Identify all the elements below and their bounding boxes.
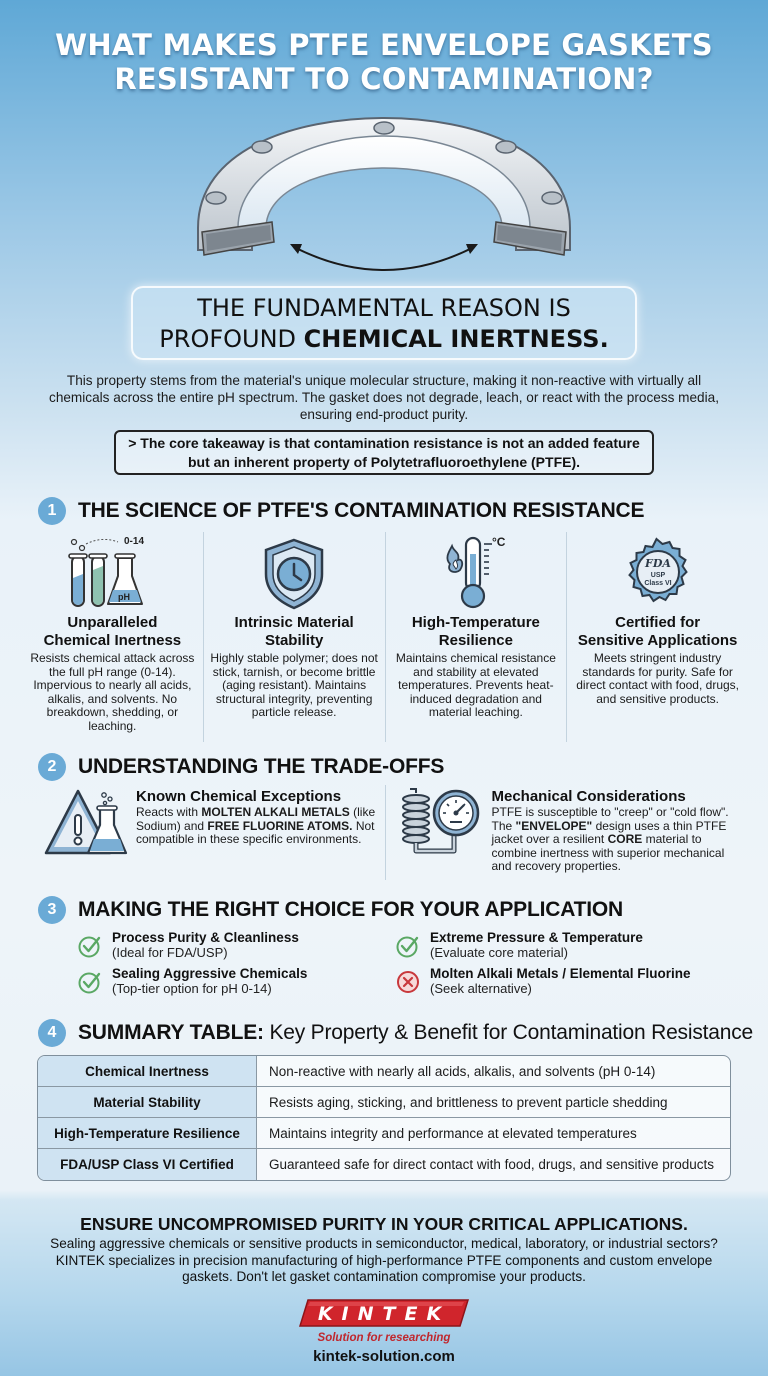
- choice-title: Molten Alkali Metals / Elemental Fluorine: [430, 966, 691, 981]
- svg-text:Class VI: Class VI: [644, 580, 672, 587]
- feature-title: Intrinsic Material Stability: [234, 614, 354, 649]
- choice-note: (Ideal for FDA/USP): [112, 945, 228, 960]
- choice-molten-alkali: [396, 966, 714, 996]
- title-line-1: WHAT MAKES PTFE ENVELOPE GASKETS: [55, 28, 713, 62]
- takeaway-line-2: but an inherent property of Polytetrafluoroethylene (PTFE).: [187, 454, 581, 470]
- choice-aggressive-chemicals: [78, 966, 396, 996]
- feature-title: High-Temperature Resilience: [411, 614, 540, 649]
- cta-body: Sealing aggressive chemicals or sensitive products in semiconductor, medical, laboratory, or industrial sectors? KINTEK specializes in precision manufacturing of high-performance PTFE components and custom envelope gaskets. Don't let gasket contamination compromise your products.: [50, 1236, 718, 1284]
- trade-offs: [40, 785, 740, 880]
- feature-certified: [566, 532, 748, 742]
- svg-text:pH: pH: [118, 592, 131, 602]
- property-cell: High-Temperature Resilience: [38, 1118, 257, 1149]
- feature-title: Certified for Sensitive Applications: [577, 614, 738, 649]
- feature-high-temperature: [385, 532, 567, 742]
- section-3-header: [38, 896, 623, 924]
- feature-chemical-inertness: [22, 532, 203, 742]
- website-link[interactable]: kintek-solution.com: [313, 1348, 455, 1365]
- section-number-badge: 4: [38, 1019, 66, 1047]
- shield-clock-icon: [262, 538, 326, 610]
- title-line-2: RESISTANT TO CONTAMINATION?: [114, 62, 654, 96]
- choice-note: (Seek alternative): [430, 981, 532, 996]
- svg-text:°C: °C: [491, 535, 506, 549]
- science-columns: [22, 532, 748, 742]
- choice-note: (Top-tier option for pH 0-14): [112, 981, 272, 996]
- table-row: [38, 1056, 730, 1087]
- core-takeaway-box: [114, 430, 654, 475]
- section-number-badge: 3: [38, 896, 66, 924]
- intro-paragraph: This property stems from the material's unique molecular structure, making it non-reactive with virtually all chemicals across the entire pH spectrum. The gasket does not degrade, leach, or react with the process media, ensuring end-product purity.: [49, 373, 719, 422]
- fundamental-reason-callout: [131, 286, 637, 360]
- test-tubes-ph-icon: [62, 534, 162, 610]
- trade-off-mechanical: [385, 785, 741, 880]
- feature-description: Meets stringent industry standards for purity. Safe for direct contact with food, drugs, and sensitive products.: [576, 651, 739, 706]
- feature-title: Unparalleled Chemical Inertness: [43, 614, 182, 649]
- fda-usp-seal-icon: [620, 534, 696, 610]
- benefit-cell: Maintains integrity and performance at elevated temperatures: [257, 1118, 730, 1149]
- table-row: [38, 1087, 730, 1118]
- benefit-cell: Guaranteed safe for direct contact with food, drugs, and sensitive products: [269, 1157, 714, 1172]
- benefit-cell: Non-reactive with nearly all acids, alkalis, and solvents (pH 0-14): [257, 1056, 730, 1087]
- svg-text:KINTEK: KINTEK: [317, 1303, 451, 1325]
- table-row: [38, 1118, 730, 1149]
- benefit-cell: Resists aging, sticking, and brittleness to prevent particle shedding: [257, 1087, 730, 1118]
- section-number-badge: 2: [38, 753, 66, 781]
- takeaway-line-1: > The core takeaway is that contamination resistance is not an added feature: [128, 435, 640, 451]
- fundamental-line-1: THE FUNDAMENTAL REASON IS: [197, 294, 571, 322]
- fundamental-emphasis: CHEMICAL INERTNESS.: [303, 325, 609, 353]
- choice-title: Process Purity & Cleanliness: [112, 930, 299, 945]
- gasket-cross-section-illustration: [184, 110, 584, 275]
- section-1-header: [38, 497, 644, 525]
- choice-title: Sealing Aggressive Chemicals: [112, 966, 308, 981]
- main-title: [0, 28, 768, 96]
- property-cell: FDA/USP Class VI Certified: [38, 1149, 257, 1180]
- feature-description: Maintains chemical resistance and stability at elevated temperatures. Prevents heat-induced degradation and material leaching.: [395, 651, 556, 719]
- choice-title: Extreme Pressure & Temperature: [430, 930, 643, 945]
- section-title: MAKING THE RIGHT CHOICE FOR YOUR APPLICATION: [78, 898, 623, 921]
- fundamental-line-2: [133, 324, 635, 355]
- table-row: [38, 1149, 730, 1180]
- trade-off-title: Mechanical Considerations: [491, 788, 686, 805]
- trade-off-title: Known Chemical Exceptions: [136, 788, 342, 805]
- choice-extreme-pressure: [396, 930, 714, 960]
- trade-off-chemical-exceptions: [40, 785, 385, 880]
- check-circle-icon: [396, 934, 420, 958]
- thermometer-flame-icon: [438, 534, 514, 610]
- svg-text:FDA: FDA: [644, 557, 671, 570]
- feature-description: Highly stable polymer; does not stick, tarnish, or become brittle (aging resistant). Maintains structural integrity, preventing particle release.: [210, 651, 378, 719]
- section-4-header: [38, 1019, 753, 1047]
- brand-tagline: Solution for researching: [317, 1332, 451, 1344]
- check-circle-icon: [78, 934, 102, 958]
- cross-circle-icon: [396, 970, 420, 994]
- section-2-header: [38, 753, 444, 781]
- section-title: SUMMARY TABLE: Key Property & Benefit for Contamination Resistance: [78, 1021, 753, 1044]
- section-number-badge: 1: [38, 497, 66, 525]
- spring-pressure-gauge-icon: [398, 785, 490, 861]
- fundamental-prefix: PROFOUND: [159, 325, 304, 353]
- property-cell: Chemical Inertness: [38, 1056, 257, 1087]
- trade-off-description: Reacts with MOLTEN ALKALI METALS (like Sodium) and FREE FLUORINE ATOMS. Not compatible in these specific environments.: [136, 805, 376, 846]
- cta-title: ENSURE UNCOMPROMISED PURITY IN YOUR CRITICAL APPLICATIONS.: [80, 1214, 688, 1234]
- section-title: THE SCIENCE OF PTFE'S CONTAMINATION RESISTANCE: [78, 499, 645, 522]
- svg-text:USP: USP: [650, 572, 665, 579]
- property-cell: Material Stability: [38, 1087, 257, 1118]
- trade-off-description: PTFE is susceptible to "creep" or "cold flow". The "ENVELOPE" design uses a thin PTFE jacket over a resilient CORE material to combine inertness with superior mechanical and recovery properties.: [491, 805, 729, 873]
- summary-table: [37, 1055, 731, 1181]
- application-choices: [78, 930, 718, 996]
- feature-material-stability: [203, 532, 385, 742]
- check-circle-icon: [78, 970, 102, 994]
- kintek-logo: [298, 1298, 470, 1328]
- svg-text:0-14: 0-14: [124, 536, 145, 547]
- choice-note: (Evaluate core material): [430, 945, 568, 960]
- feature-description: Resists chemical attack across the full pH range (0-14). Impervious to nearly all acids, alkalis, and solvents. No breakdown, shedding, or leaching.: [30, 651, 195, 733]
- section-title: UNDERSTANDING THE TRADE-OFFS: [78, 755, 445, 778]
- warning-flask-icon: [42, 785, 134, 861]
- choice-process-purity: [78, 930, 396, 960]
